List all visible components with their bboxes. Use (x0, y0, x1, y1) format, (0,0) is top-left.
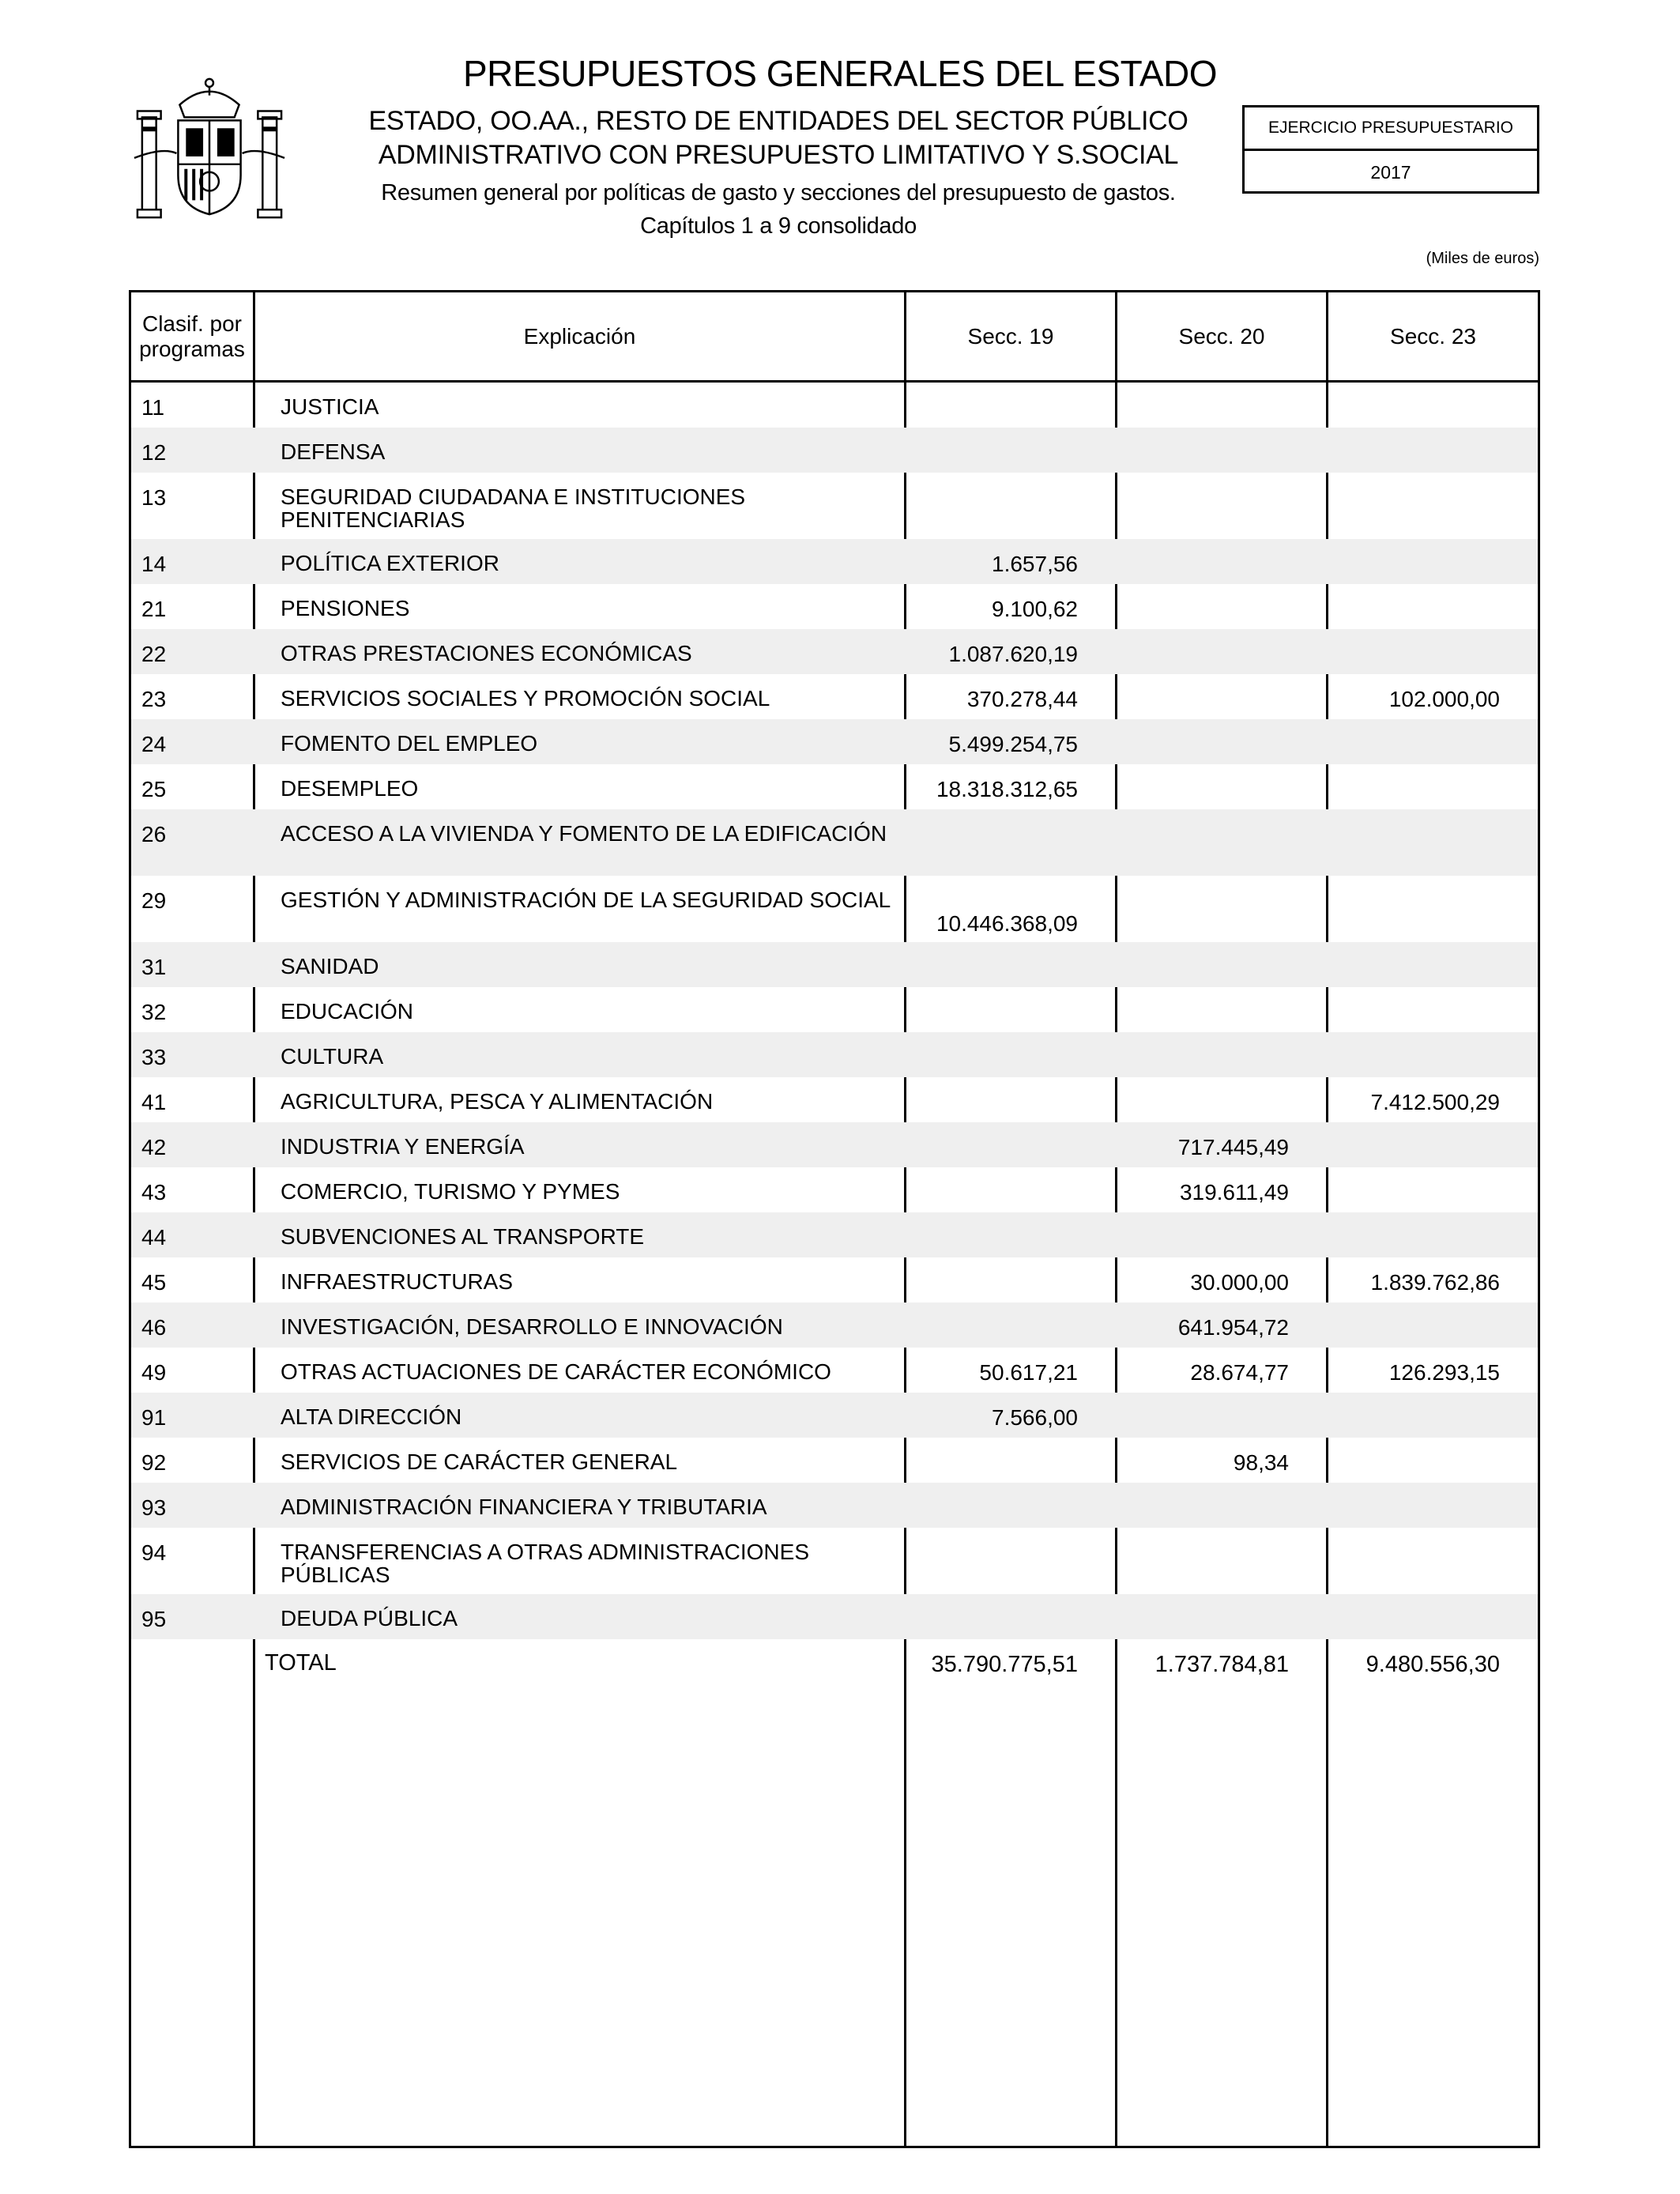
row-description: TRANSFERENCIAS A OTRAS ADMINISTRACIONES PÚBLICAS (281, 1540, 810, 1587)
row-description: GESTIÓN Y ADMINISTRACIÓN DE LA SEGURIDAD SOCIAL (281, 888, 891, 912)
row-description: DEFENSA (281, 439, 386, 464)
row-sec19: 10.446.368,09 (936, 911, 1078, 936)
row-code: 31 (141, 955, 167, 979)
row-sec19: 1.087.620,19 (948, 642, 1078, 666)
row-code: 33 (141, 1045, 167, 1069)
table-row (131, 1302, 1538, 1348)
table-row (131, 942, 1538, 987)
table-row (131, 674, 1538, 719)
row-description: SERVICIOS DE CARÁCTER GENERAL (281, 1449, 678, 1474)
total-sec23: 9.480.556,30 (1365, 1652, 1500, 1677)
row-code: 41 (141, 1090, 167, 1114)
row-description: ALTA DIRECCIÓN (281, 1404, 462, 1429)
row-description: DESEMPLEO (281, 776, 419, 801)
table-row (131, 1438, 1538, 1483)
row-sec19: 50.617,21 (979, 1360, 1078, 1385)
total-label: TOTAL (265, 1650, 337, 1676)
column-header-sec19: Secc. 19 (967, 323, 1054, 349)
table-row (131, 719, 1538, 764)
table-row (131, 987, 1538, 1032)
row-sec19: 7.566,00 (992, 1405, 1078, 1430)
subtitle-line-4: Capítulos 1 a 9 consolidado (640, 213, 917, 239)
row-code: 43 (141, 1180, 167, 1204)
table-row (131, 383, 1538, 428)
table-row (131, 1212, 1538, 1257)
row-description: DEUDA PÚBLICA (281, 1606, 458, 1630)
row-sec19: 1.657,56 (992, 552, 1078, 576)
row-sec23: 102.000,00 (1388, 687, 1500, 711)
row-code: 95 (141, 1607, 167, 1631)
row-code: 29 (141, 888, 167, 913)
row-sec20: 30.000,00 (1190, 1270, 1289, 1295)
row-description: POLÍTICA EXTERIOR (281, 551, 499, 575)
row-code: 21 (141, 597, 167, 621)
row-description: ADMINISTRACIÓN FINANCIERA Y TRIBUTARIA (281, 1495, 767, 1519)
column-header-code: Clasif. por programas (139, 311, 245, 361)
row-description: JUSTICIA (281, 394, 379, 419)
table-row (131, 1348, 1538, 1393)
budget-year-value: 2017 (1370, 162, 1411, 183)
row-sec19: 9.100,62 (992, 597, 1078, 621)
row-code: 14 (141, 552, 167, 576)
table-row (131, 629, 1538, 674)
row-code: 91 (141, 1405, 167, 1430)
row-code: 92 (141, 1450, 167, 1475)
column-header-sec20: Secc. 20 (1178, 323, 1265, 349)
row-code: 24 (141, 732, 167, 756)
row-sec19: 18.318.312,65 (936, 777, 1078, 801)
row-code: 25 (141, 777, 167, 801)
row-description: CULTURA (281, 1044, 384, 1069)
table-row (131, 1257, 1538, 1302)
table-body (131, 383, 1538, 1684)
row-sec20: 28.674,77 (1190, 1360, 1289, 1385)
table-row (131, 1077, 1538, 1122)
table-row (131, 539, 1538, 584)
table-row (131, 1167, 1538, 1212)
row-code: 23 (141, 687, 167, 711)
row-description: OTRAS ACTUACIONES DE CARÁCTER ECONÓMICO (281, 1359, 831, 1384)
row-description: SEGURIDAD CIUDADANA E INSTITUCIONES PENITENCIARIAS (281, 484, 746, 532)
column-header-sec23: Secc. 23 (1390, 323, 1476, 349)
row-code: 49 (141, 1360, 167, 1385)
subtitle-line-1: ESTADO, OO.AA., RESTO DE ENTIDADES DEL SECTOR PÚBLICO (368, 106, 1188, 136)
table-row (131, 1483, 1538, 1528)
row-sec23: 1.839.762,86 (1370, 1270, 1500, 1295)
total-sec19: 35.790.775,51 (931, 1652, 1078, 1677)
page-title: PRESUPUESTOS GENERALES DEL ESTADO (462, 53, 1218, 94)
row-description: INVESTIGACIÓN, DESARROLLO E INNOVACIÓN (281, 1314, 783, 1339)
units-note: (Miles de euros) (1426, 250, 1539, 267)
page-header (0, 0, 1680, 285)
row-code: 22 (141, 642, 167, 666)
table-row (131, 1594, 1538, 1639)
budget-year-label: EJERCICIO PRESUPUESTARIO (1245, 107, 1537, 151)
row-sec20: 717.445,49 (1177, 1135, 1289, 1159)
row-code: 42 (141, 1135, 167, 1159)
column-header-description: Explicación (523, 323, 636, 349)
row-code: 44 (141, 1225, 167, 1250)
total-sec20: 1.737.784,81 (1155, 1652, 1289, 1677)
table-row (131, 809, 1538, 876)
row-code: 46 (141, 1315, 167, 1340)
row-description: SUBVENCIONES AL TRANSPORTE (281, 1224, 645, 1249)
row-code: 94 (141, 1540, 167, 1565)
table-row (131, 1393, 1538, 1438)
row-sec23: 126.293,15 (1388, 1360, 1500, 1385)
row-description: OTRAS PRESTACIONES ECONÓMICAS (281, 641, 692, 665)
row-sec20: 319.611,49 (1179, 1180, 1289, 1204)
coat-of-arms-icon (131, 71, 288, 229)
row-code: 32 (141, 1000, 167, 1024)
row-sec20: 98,34 (1233, 1450, 1289, 1475)
table-row (131, 1528, 1538, 1594)
table-row (131, 1122, 1538, 1167)
row-description: INDUSTRIA Y ENERGÍA (281, 1134, 525, 1159)
row-sec19: 370.278,44 (966, 687, 1078, 711)
table-row (131, 764, 1538, 809)
row-description: INFRAESTRUCTURAS (281, 1269, 514, 1294)
row-sec19: 5.499.254,75 (948, 732, 1078, 756)
table-row (131, 1032, 1538, 1077)
row-code: 12 (141, 440, 167, 465)
table-row (131, 473, 1538, 539)
row-sec20: 641.954,72 (1177, 1315, 1289, 1340)
row-description: EDUCACIÓN (281, 999, 414, 1023)
budget-year-box (1242, 105, 1539, 194)
table-row (131, 428, 1538, 473)
row-code: 11 (141, 395, 165, 420)
row-description: PENSIONES (281, 596, 410, 620)
table-row (131, 584, 1538, 629)
row-sec23: 7.412.500,29 (1370, 1090, 1500, 1114)
subtitle-line-2: ADMINISTRATIVO CON PRESUPUESTO LIMITATIVO Y S.SOCIAL (378, 140, 1179, 170)
row-description: FOMENTO DEL EMPLEO (281, 731, 538, 756)
row-description: SERVICIOS SOCIALES Y PROMOCIÓN SOCIAL (281, 686, 770, 711)
row-description: COMERCIO, TURISMO Y PYMES (281, 1179, 620, 1204)
row-description: SANIDAD (281, 954, 379, 978)
row-code: 26 (141, 822, 167, 846)
row-description: ACCESO A LA VIVIENDA Y FOMENTO DE LA EDIFICACIÓN (281, 821, 887, 846)
table-row (131, 876, 1538, 942)
row-code: 13 (141, 485, 167, 510)
row-code: 93 (141, 1495, 167, 1520)
row-description: AGRICULTURA, PESCA Y ALIMENTACIÓN (281, 1089, 714, 1114)
subtitle-line-3: Resumen general por políticas de gasto y secciones del presupuesto de gastos. (381, 180, 1176, 205)
total-row (131, 1639, 1538, 1684)
row-code: 45 (141, 1270, 167, 1295)
